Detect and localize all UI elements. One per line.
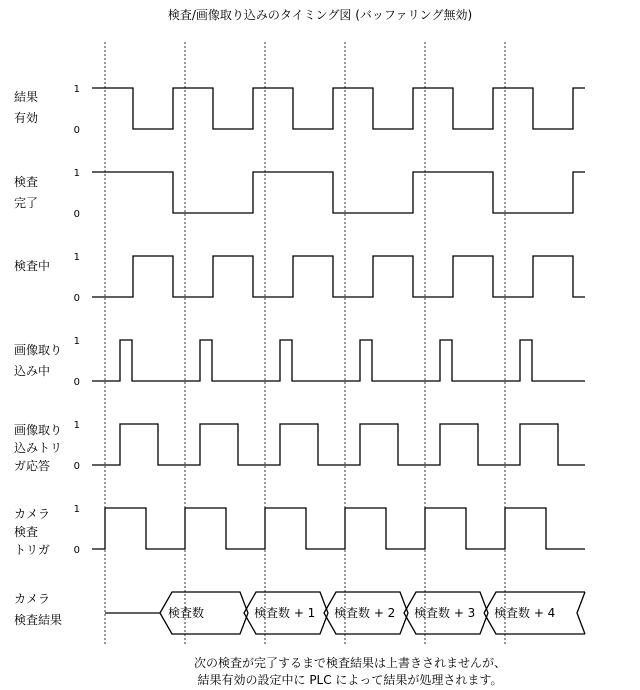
caption-line-1: 次の検査が完了するまで検査結果は上書きされませんが、 — [193, 656, 506, 670]
waveform-4 — [92, 340, 585, 381]
result-label-2: 検査結果 — [14, 613, 63, 627]
level-high-6: 1 — [73, 504, 80, 515]
signal-label-5-3: ガ応答 — [14, 459, 51, 473]
signal-label-2-2: 完了 — [14, 196, 39, 210]
result-segment-label-1: 検査数 — [168, 606, 205, 620]
level-high-1: 1 — [73, 84, 80, 95]
signal-label-6-2: 検査 — [14, 525, 39, 539]
waveform-5 — [92, 424, 585, 465]
result-segment-label-5: 検査数 + 4 — [494, 606, 556, 620]
diagram-title: 検査/画像取り込みのタイミング図 (バッファリング無効) — [167, 8, 473, 22]
signal-label-6-1: カメラ — [14, 507, 51, 521]
waveform-1 — [92, 88, 585, 129]
level-high-2: 1 — [73, 168, 80, 179]
signal-label-3-1: 検査中 — [14, 259, 51, 273]
level-low-1: 0 — [73, 125, 80, 136]
level-low-3: 0 — [73, 293, 80, 304]
signal-label-5-2: 込みトリ — [14, 441, 63, 455]
signal-label-6-3: トリガ — [14, 543, 50, 557]
signal-label-1-1: 結果 — [14, 90, 39, 104]
signal-label-1-2: 有効 — [14, 111, 39, 125]
caption-line-2: 結果有効の設定中に PLC によって結果が処理されます。 — [197, 673, 503, 687]
result-segment-5-tail — [577, 592, 585, 634]
waveform-3 — [92, 256, 585, 297]
level-high-4: 1 — [73, 336, 80, 347]
level-high-3: 1 — [73, 252, 80, 263]
result-segment-label-2: 検査数 + 1 — [254, 606, 316, 620]
result-segment-label-3: 検査数 + 2 — [334, 606, 396, 620]
level-low-4: 0 — [73, 377, 80, 388]
level-low-6: 0 — [73, 545, 80, 556]
signal-label-2-1: 検査 — [14, 175, 39, 189]
waveform-6 — [92, 508, 585, 549]
signal-label-5-1: 画像取り — [14, 423, 63, 437]
level-low-5: 0 — [73, 461, 80, 472]
result-label-1: カメラ — [14, 592, 51, 606]
signal-label-4-1: 画像取り — [14, 343, 63, 357]
signal-label-4-2: 込み中 — [14, 364, 51, 378]
waveform-2 — [92, 172, 585, 213]
result-segment-label-4: 検査数 + 3 — [414, 606, 476, 620]
level-low-2: 0 — [73, 209, 80, 220]
level-high-5: 1 — [73, 420, 80, 431]
